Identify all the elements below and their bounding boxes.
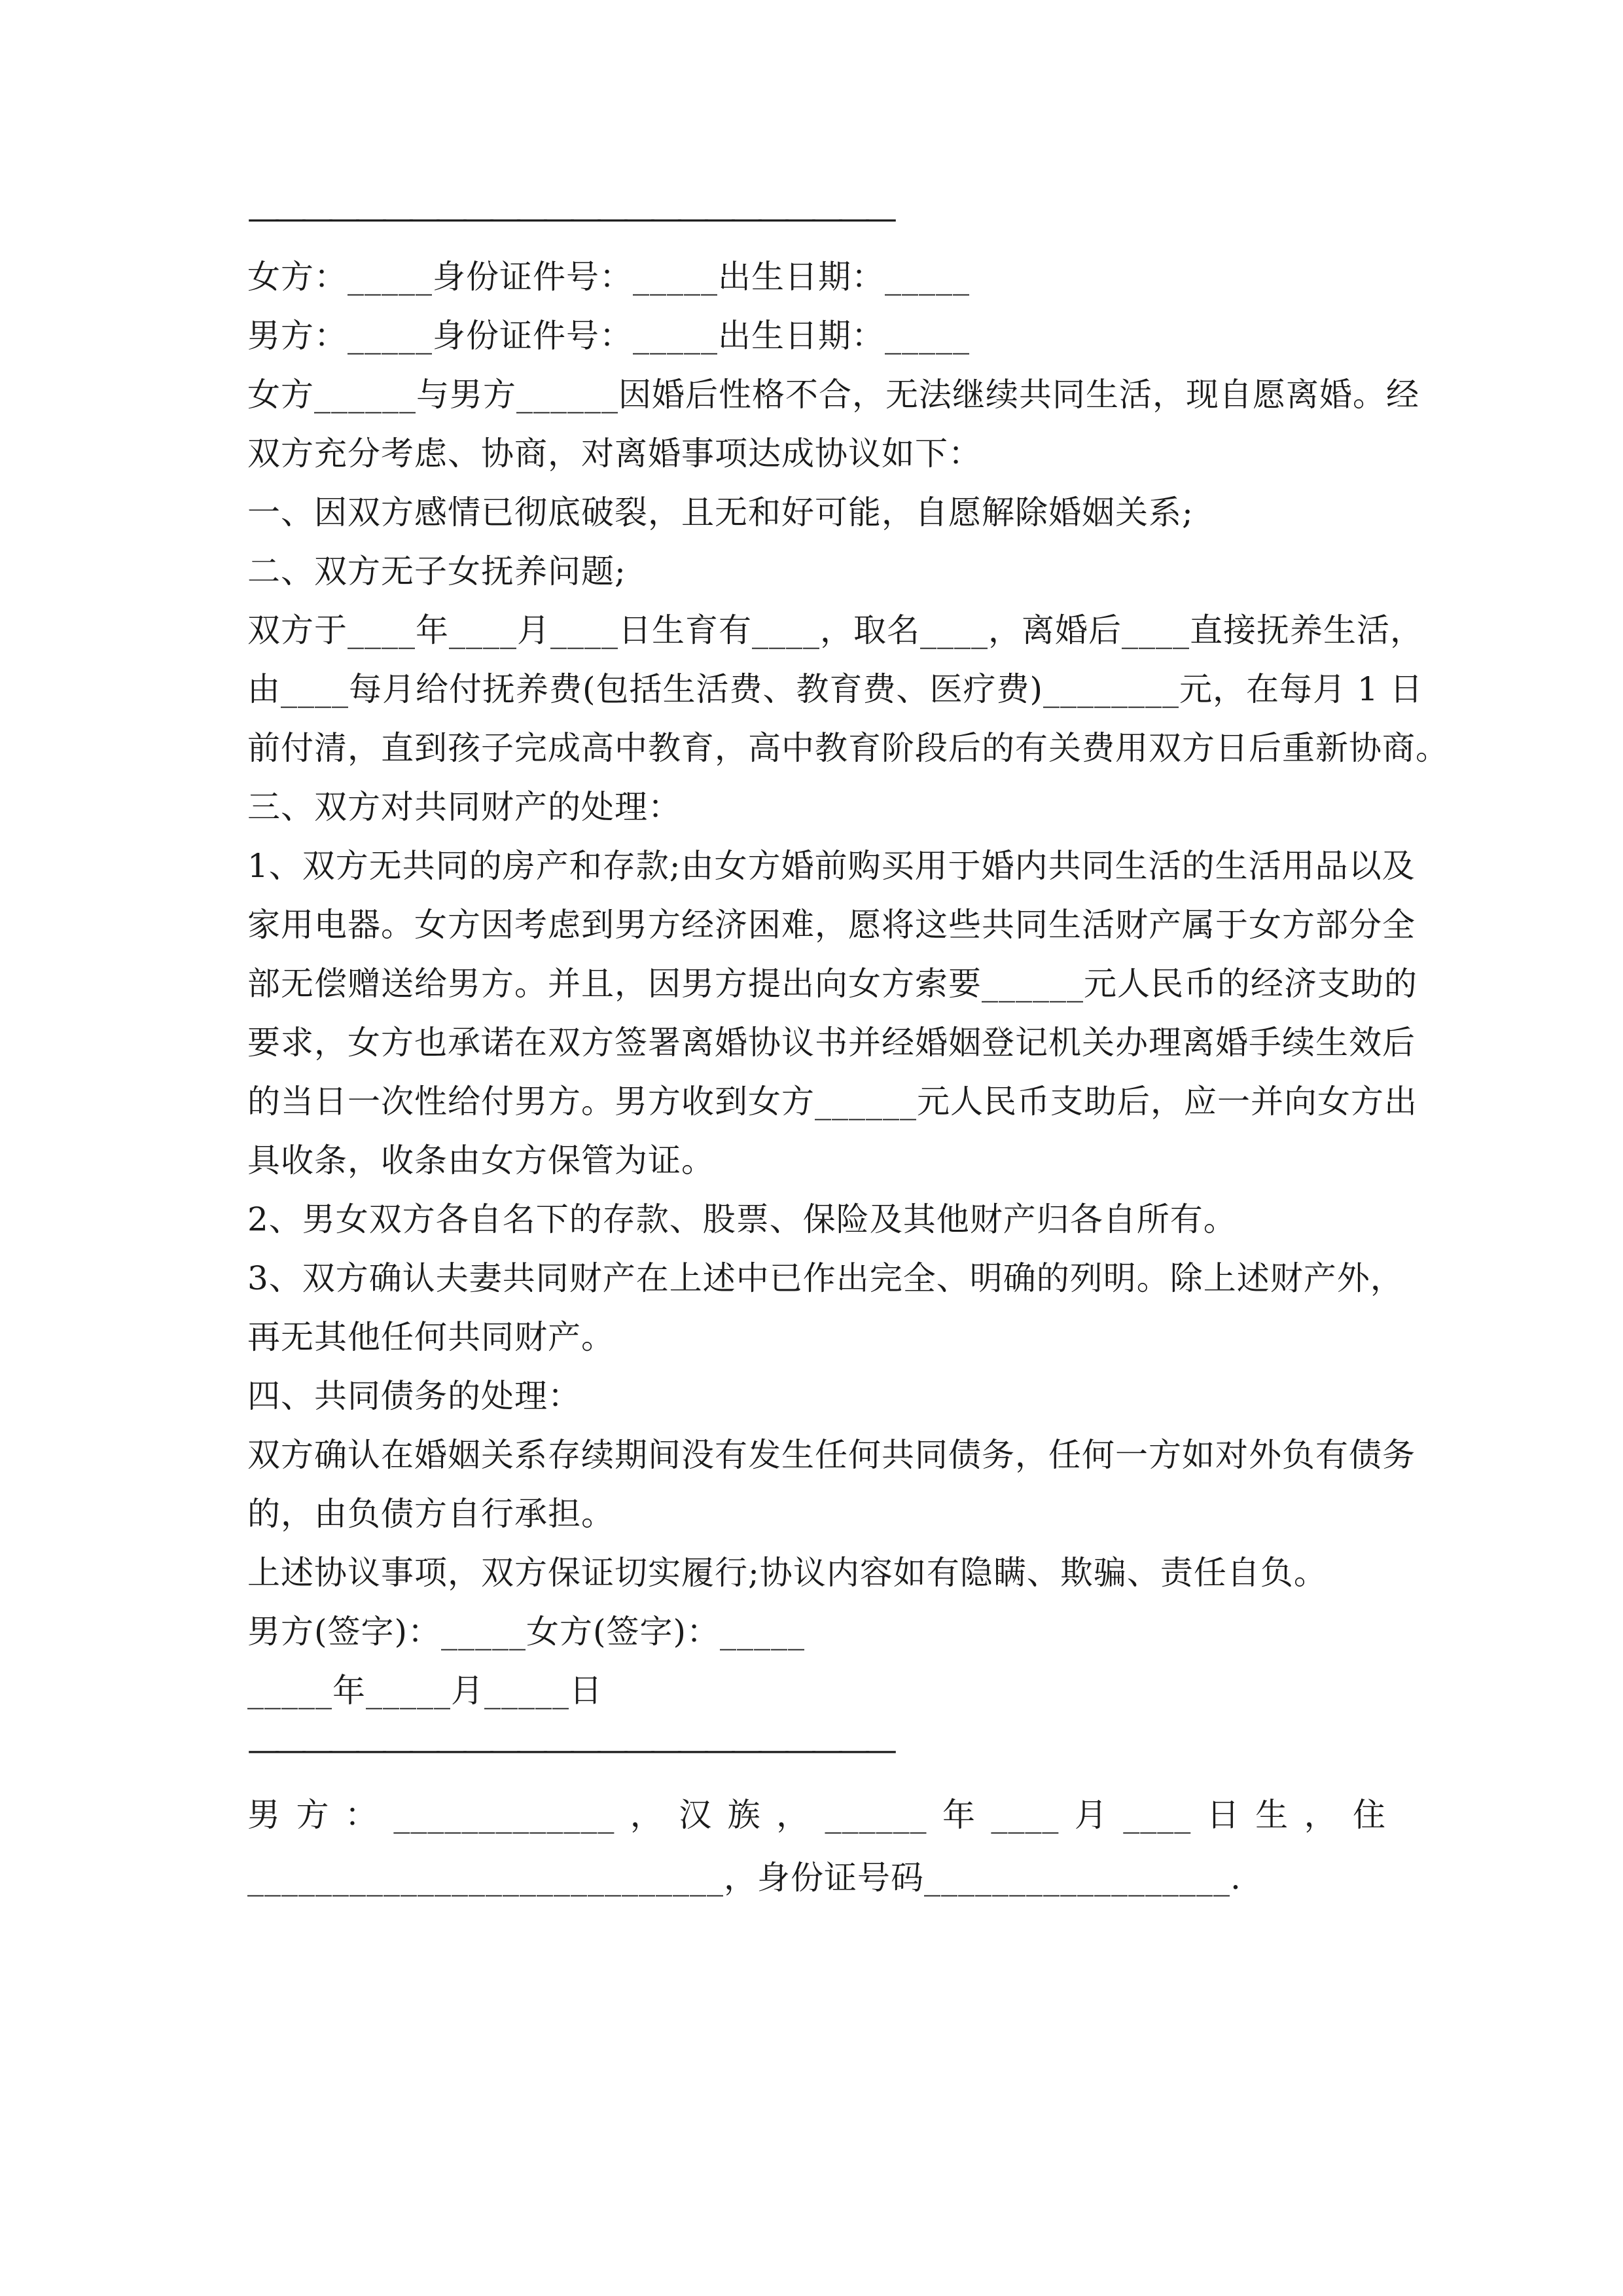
child-support-line-1: 双方于____年____月____日生育有____，取名____，离婚后____直接抚养生活， xyxy=(247,611,1423,649)
intro-line-2: 双方充分考虑、协商，对离婚事项达成协议如下： xyxy=(247,435,982,473)
clause-2: 二、双方无子女抚养问题; xyxy=(247,552,626,590)
divider-bottom xyxy=(247,1720,1386,1779)
form1-c9: 年 xyxy=(942,1796,976,1834)
debt-line-1: 双方确认在婚姻关系存续期间没有发生任何共同债务，任何一方如对外负有债务 xyxy=(247,1436,1416,1474)
clause-3-heading: 三、双方对共同财产的处理： xyxy=(247,788,681,826)
form1-c4: ， xyxy=(630,1796,664,1834)
intro-line-1-text: 女方______与男方______因婚后性格不合，无法继续共同生活，现自愿离婚。经 xyxy=(247,376,1419,414)
signature-line: 男方(签字)：_____女方(签字)：_____ xyxy=(247,1613,806,1651)
divider-top-text: ———————————————————————— xyxy=(247,199,891,237)
form1-c14: 生 xyxy=(1255,1796,1289,1834)
female-party-info: 女方：_____身份证件号：_____出生日期：_____ xyxy=(247,258,970,296)
form1-c11: 月 xyxy=(1074,1796,1108,1834)
form1-c10: ____ xyxy=(991,1796,1060,1834)
form1-c1: 方 xyxy=(296,1796,330,1834)
form1-c8: ______ xyxy=(825,1796,927,1834)
property-item-3-line-2: 再无其他任何共同财产。 xyxy=(247,1318,615,1356)
form1-c12: ____ xyxy=(1123,1796,1192,1834)
property-line-4: 要求，女方也承诺在双方签署离婚协议书并经婚姻登记机关办理离婚手续生效后 xyxy=(247,1024,1416,1062)
guarantee-line: 上述协议事项，双方保证切实履行;协议内容如有隐瞒、欺骗、责任自负。 xyxy=(247,1554,1327,1592)
form1-c7: ， xyxy=(776,1796,810,1834)
form1-c2: ： xyxy=(344,1796,378,1834)
form1-c15: ， xyxy=(1304,1796,1338,1834)
property-line-1: 1、双方无共同的房产和存款;由女方婚前购买用于婚内共同生活的生活用品以及 xyxy=(247,847,1416,885)
property-line-2: 家用电器。女方因考虑到男方经济困难，愿将这些共同生活财产属于女方部分全 xyxy=(247,906,1416,944)
intro-line-1 xyxy=(247,365,1419,424)
property-line-6: 具收条，收条由女方保管为证。 xyxy=(247,1141,715,1179)
property-line-3: 部无偿赠送给男方。并且，因男方提出向女方索要______元人民币的经济支助的 xyxy=(247,965,1418,1003)
child-support-line-2: 由____每月给付抚养费(包括生活费、教育费、医疗费)________元，在每月 1 日 xyxy=(247,670,1423,708)
male-party-info: 男方：_____身份证件号：_____出生日期：_____ xyxy=(247,317,970,355)
form1-c6: 族 xyxy=(727,1796,761,1834)
divider-top xyxy=(247,188,1386,247)
form1-c5: 汉 xyxy=(679,1796,713,1834)
child-support-line-3: 前付清，直到孩子完成高中教育，高中教育阶段后的有关费用双方日后重新协商。 xyxy=(247,729,1449,767)
date-line: _____年_____月_____日 xyxy=(247,1672,603,1710)
male-info-form-line-1 xyxy=(247,1785,1386,1844)
property-item-2: 2、男女双方各自名下的存款、股票、保险及其他财产归各自所有。 xyxy=(247,1200,1237,1238)
form1-c0: 男 xyxy=(247,1796,281,1834)
divider-bottom-text: ———————————————————————— xyxy=(247,1731,891,1768)
form1-c16: 住 xyxy=(1353,1796,1386,1834)
male-info-form-line-2: ____________________________，身份证号码__________________. xyxy=(247,1859,1241,1897)
clause-1: 一、因双方感情已彻底破裂，且无和好可能，自愿解除婚姻关系; xyxy=(247,493,1194,531)
document-content xyxy=(247,188,1449,1907)
form1-c3: _____________ xyxy=(393,1796,615,1834)
debt-line-2: 的，由负债方自行承担。 xyxy=(247,1495,615,1533)
clause-4-heading: 四、共同债务的处理： xyxy=(247,1377,581,1415)
form1-c13: 日 xyxy=(1206,1796,1240,1834)
property-line-5: 的当日一次性给付男方。男方收到女方______元人民币支助后，应一并向女方出 xyxy=(247,1083,1418,1121)
property-item-3-line-1: 3、双方确认夫妻共同财产在上述中已作出完全、明确的列明。除上述财产外， xyxy=(247,1259,1404,1297)
